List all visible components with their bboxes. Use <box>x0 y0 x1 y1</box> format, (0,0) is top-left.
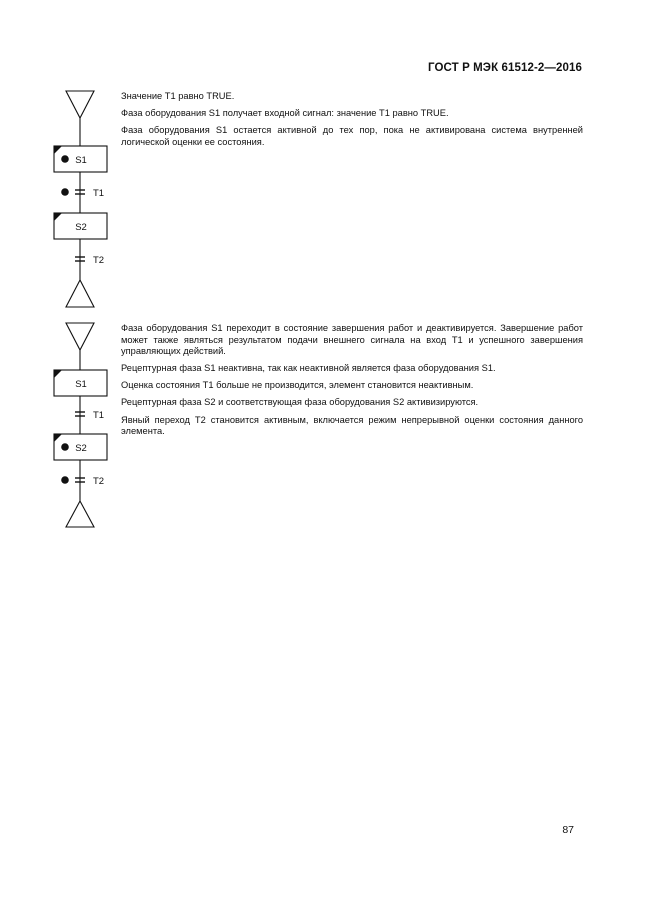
paragraph: Явный переход T2 становится активным, включается режим непрерывной оценки состояния данного элемента. <box>121 414 583 437</box>
paragraph: Фаза оборудования S1 остается активной до тех пор, пока не активирована система внутренней логической оценки ее состояния. <box>121 125 583 147</box>
explanation-block-1 <box>121 91 583 154</box>
step-s1-label: S1 <box>75 155 87 166</box>
paragraph: Фаза оборудования S1 получает входной сигнал: значение T1 равно TRUE. <box>121 108 449 119</box>
paragraph: Рецептурная фаза S2 и соответствующая фаза оборудования S2 активизируются. <box>121 397 479 408</box>
transition-t2-label: T2 <box>93 255 105 266</box>
sfc-diagram-1 <box>0 88 120 313</box>
transition-t1-label: T1 <box>93 410 105 421</box>
step-s2-label: S2 <box>75 222 87 233</box>
step-s1-active-token <box>61 155 69 163</box>
sfc-diagram-2-svg <box>0 320 120 535</box>
paragraph: Рецептурная фаза S1 неактивна, так как неактивной является фаза оборудования S1. <box>121 363 496 374</box>
paragraph: Оценка состояния T1 больше не производится, элемент становится неактивным. <box>121 380 474 391</box>
explanation-block-2 <box>121 323 583 443</box>
document-header: ГОСТ Р МЭК 61512-2—2016 <box>428 62 582 74</box>
transition-t1-label: T1 <box>93 188 105 199</box>
transition-t1-active-token <box>61 188 69 196</box>
step-s1-label: S1 <box>75 379 87 390</box>
page-number: 87 <box>562 824 574 836</box>
paragraph: Фаза оборудования S1 переходит в состояние завершения работ и деактивируется. Завершение работ может также являться результатом подачи внешнего сигнала на вход T1 и успешного завершения управляющих действий. <box>121 323 583 357</box>
transition-t2-label: T2 <box>93 476 105 487</box>
paragraph: Значение T1 равно TRUE. <box>121 91 235 101</box>
end-triangle-icon <box>66 501 94 527</box>
transition-t2-active-token <box>61 476 69 484</box>
start-triangle-icon <box>66 323 94 350</box>
step-s2-active-token <box>61 443 69 451</box>
sfc-diagram-1-svg <box>0 88 120 313</box>
end-triangle-icon <box>66 280 94 307</box>
sfc-diagram-2 <box>0 320 120 535</box>
step-s2-label: S2 <box>75 443 87 454</box>
start-triangle-icon <box>66 91 94 118</box>
